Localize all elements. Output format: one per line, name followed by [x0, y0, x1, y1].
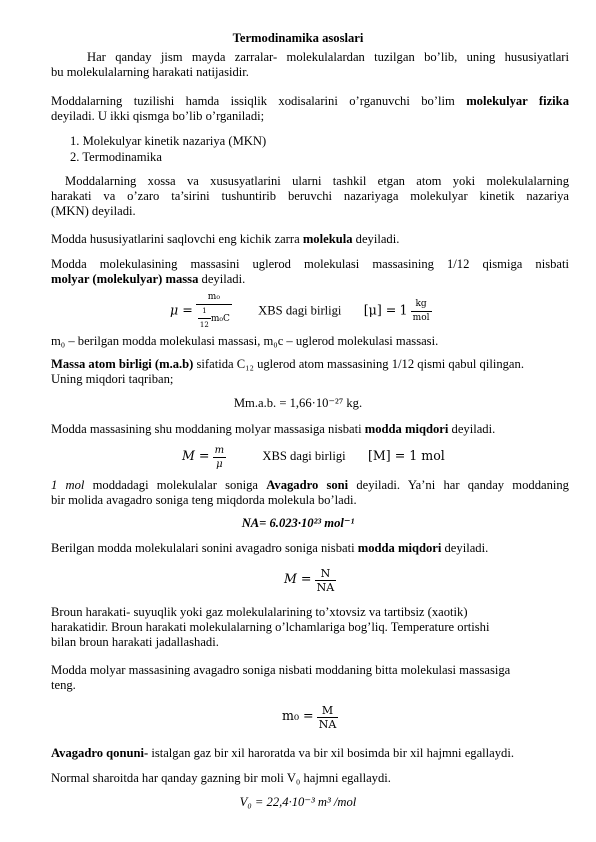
paragraph-line: harakati va o’zaro ta’sirini tushuntirib beruvchi nazariyaga molekulyar kinetik nazariya	[51, 189, 569, 203]
page-title: Termodinamika asoslari	[232, 31, 364, 45]
paragraph-line: 1 mol moddadagi molekulalar soniga Avagadro soni deyiladi. Ya’ni har qanday moddaning	[51, 478, 569, 492]
formula-molar-mass	[170, 291, 432, 329]
unit-lhs: [μ] =	[363, 302, 397, 318]
unit-fraction	[411, 298, 432, 325]
paragraph-line: Broun harakati- suyuqlik yoki gaz molekulalarining to’xtovsiz va tartibsiz (xaotik)	[51, 605, 468, 619]
paragraph-line: Modda molyar massasining avagadro soniga nisbati moddaning bitta molekulasi massasiga	[51, 663, 511, 677]
paragraph-line: bu molekulalarning harakati natijasidir.	[51, 65, 249, 79]
formula-lhs: M =	[182, 448, 210, 463]
formula-molar-volume: V₀ = 22,4·10⁻³ m³ /mol	[239, 795, 357, 809]
xbs-label: XBS dagi birligi	[262, 449, 346, 463]
list-item: 2. Termodinamika	[70, 150, 162, 164]
paragraph-line: Avagadro qonuni- istalgan gaz bir xil haroratda va bir xil bosimda bir xil hajmni egallaydi.	[51, 746, 514, 760]
xbs-label: XBS dagi birligi	[258, 303, 342, 318]
formula-molecule-mass	[282, 698, 338, 734]
formula-amount-from-count	[284, 562, 336, 596]
fraction	[317, 704, 339, 731]
paragraph-line: harakatidir. Broun harakati molekulalarning o’lchamlariga bog’liq. Temperature ortishi	[51, 620, 490, 634]
paragraph-line: Modda molekulasining massasini uglerod molekulasi massasining 1/12 qismiga nisbati	[51, 257, 569, 271]
formula-atomic-mass-unit: Mm.a.b. = 1,66·10⁻²⁷ kg.	[233, 396, 363, 410]
fraction-numerator: N	[315, 567, 337, 581]
paragraph-line: Modda massasining shu moddaning molyar massasiga nisbati modda miqdori deyiladi.	[51, 422, 496, 436]
paragraph-line: Normal sharoitda har qanday gazning bir moli V₀ hajmni egallaydi.	[51, 771, 391, 785]
fraction-numerator: 1	[198, 305, 211, 319]
fraction-denominator: mol	[412, 313, 430, 323]
fraction	[315, 567, 337, 594]
fraction-numerator: M	[317, 704, 339, 718]
unit-coefficient: 1	[399, 302, 408, 318]
formula-lhs: M =	[284, 571, 312, 586]
fraction-denominator	[196, 305, 232, 332]
fraction	[213, 444, 226, 471]
fraction-numerator: kg	[411, 298, 432, 312]
paragraph-line: Moddalarning xossa va xususyatlarini ularni tashkil etgan atom yoki molekulalarning	[65, 174, 569, 188]
paragraph-line: bilan broun harakati jadallashadi.	[51, 635, 219, 649]
paragraph-line: (MKN) deyiladi.	[51, 204, 136, 218]
formula-lhs: m₀ =	[282, 708, 314, 723]
fraction-numerator: m	[214, 444, 225, 456]
paragraph-line: Har qanday jism mayda zarralar- molekulalardan tuzilgan bo’lib, uning hususiyatlari	[87, 50, 569, 64]
paragraph-line: m₀ – berilgan modda molekulasi massasi, m₀c – uglerod molekulasi massasi.	[51, 334, 439, 348]
paragraph-line: teng.	[51, 678, 76, 692]
fraction-numerator: m₀	[196, 291, 232, 305]
paragraph-line: bir molida avagadro soniga teng miqdorda molekula bo’ladi.	[51, 493, 357, 507]
fraction-denominator: 12	[199, 321, 209, 329]
paragraph-line: Berilgan modda molekulalari sonini avagadro soniga nisbati modda miqdori deyiladi.	[51, 541, 489, 555]
paragraph-line: Uning miqdori taqriban;	[51, 372, 174, 386]
formula-lhs: μ =	[170, 302, 193, 318]
fraction-denominator: NA	[318, 717, 337, 731]
paragraph-line: Moddalarning tuzilishi hamda issiqlik xodisalarini o’rganuvchi bo’lim molekulyar fizika	[51, 94, 569, 108]
paragraph-line: molyar (molekulyar) massa deyiladi.	[51, 272, 246, 286]
paragraph-line: Modda hususiyatlarini saqlovchi eng kichik zarra molekula deyiladi.	[51, 232, 400, 246]
paragraph-line: deyiladi. U ikki qismga bo’lib o’rganiladi;	[51, 109, 265, 123]
list-item: 1. Molekulyar kinetik nazariya (MKN)	[70, 134, 267, 148]
paragraph-line: Massa atom birligi (m.a.b) sifatida C₁₂ uglerod atom massasining 1/12 qismi qabul qilingan.	[51, 357, 524, 371]
formula-amount-of-substance	[182, 441, 445, 471]
denominator-tail: m₀C	[210, 314, 230, 324]
unit-expression: [M] = 1 mol	[367, 448, 445, 463]
formula-avogadro-number: NA= 6.023·10²³ mol⁻¹	[241, 516, 355, 530]
fraction	[196, 291, 232, 332]
fraction-denominator: μ	[216, 458, 223, 470]
fraction-denominator: NA	[316, 580, 335, 594]
